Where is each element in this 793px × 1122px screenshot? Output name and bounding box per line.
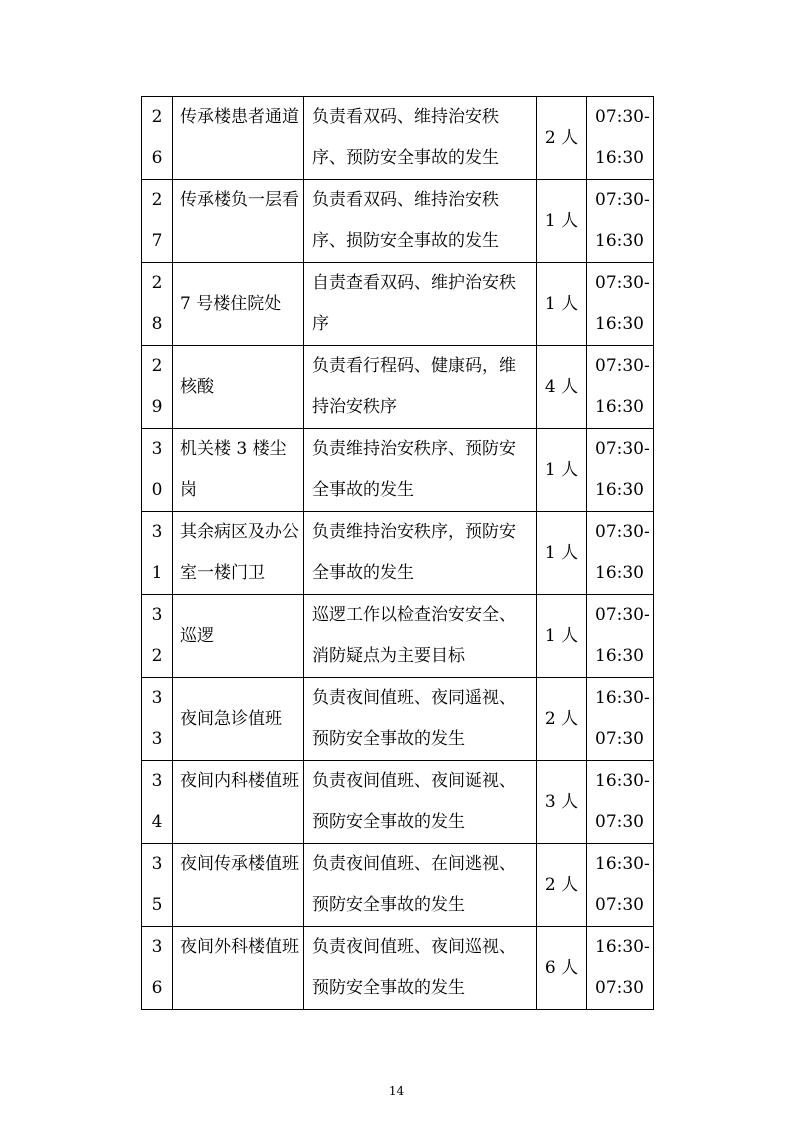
- location-cell: 其余病区及办公室一楼门卫: [173, 512, 304, 595]
- table-row: [142, 180, 654, 263]
- location-cell: 传承楼患者通道: [173, 97, 304, 180]
- table-row: [142, 97, 654, 180]
- table-row: [142, 512, 654, 595]
- time-cell: 16:30- 07:30: [587, 844, 654, 927]
- table-row: [142, 844, 654, 927]
- count-cell: 3 人: [537, 761, 587, 844]
- count-cell: 4 人: [537, 346, 587, 429]
- time-cell: 07:30- 16:30: [587, 97, 654, 180]
- count-cell: 1 人: [537, 263, 587, 346]
- table-row: [142, 429, 654, 512]
- duty-cell: 负责维持治安秩序，预防安全事故的发生: [304, 512, 537, 595]
- location-cell: 7 号楼住院处: [173, 263, 304, 346]
- table-row: [142, 595, 654, 678]
- row-number: 2 7: [142, 180, 173, 263]
- duty-cell: 负责夜间值班、夜同遥视、预防安全事故的发生: [304, 678, 537, 761]
- count-cell: 1 人: [537, 512, 587, 595]
- table-row: [142, 761, 654, 844]
- duty-cell: 巡逻工作以检查治安安全、消防疑点为主要目标: [304, 595, 537, 678]
- row-number: 3 2: [142, 595, 173, 678]
- row-number: 2 8: [142, 263, 173, 346]
- location-cell: 夜间急诊值班: [173, 678, 304, 761]
- count-cell: 1 人: [537, 429, 587, 512]
- row-number: 2 6: [142, 97, 173, 180]
- time-cell: 07:30- 16:30: [587, 180, 654, 263]
- location-cell: 核酸: [173, 346, 304, 429]
- count-cell: 2 人: [537, 678, 587, 761]
- location-cell: 巡逻: [173, 595, 304, 678]
- location-cell: 机关楼 3 楼尘岗: [173, 429, 304, 512]
- table-row: [142, 346, 654, 429]
- location-cell: 传承楼负一层看: [173, 180, 304, 263]
- row-number: 3 1: [142, 512, 173, 595]
- location-cell: 夜间传承楼值班: [173, 844, 304, 927]
- duty-cell: 负责看行程码、健康码，维持治安秩序: [304, 346, 537, 429]
- row-number: 2 9: [142, 346, 173, 429]
- table-row: [142, 263, 654, 346]
- duty-cell: 自责查看双码、维护治安秩序: [304, 263, 537, 346]
- row-number: 3 4: [142, 761, 173, 844]
- time-cell: 16:30- 07:30: [587, 927, 654, 1010]
- location-cell: 夜间内科楼值班: [173, 761, 304, 844]
- time-cell: 07:30- 16:30: [587, 263, 654, 346]
- count-cell: 2 人: [537, 97, 587, 180]
- row-number: 3 5: [142, 844, 173, 927]
- table-row: [142, 678, 654, 761]
- duty-cell: 负责看双码、维持治安秩序、预防安全事故的发生: [304, 97, 537, 180]
- time-cell: 07:30- 16:30: [587, 512, 654, 595]
- time-cell: 07:30- 16:30: [587, 595, 654, 678]
- location-cell: 夜间外科楼值班: [173, 927, 304, 1010]
- duty-cell: 负责夜间值班、夜间巡视、预防安全事故的发生: [304, 927, 537, 1010]
- row-number: 3 6: [142, 927, 173, 1010]
- row-number: 3 0: [142, 429, 173, 512]
- count-cell: 1 人: [537, 595, 587, 678]
- duty-cell: 负责维持治安秩序、预防安全事故的发生: [304, 429, 537, 512]
- duty-cell: 负责夜间值班、在间逃视、预防安全事故的发生: [304, 844, 537, 927]
- duty-cell: 负责夜间值班、夜间诞视、预防安全事故的发生: [304, 761, 537, 844]
- page-number: 14: [388, 1084, 405, 1098]
- count-cell: 6 人: [537, 927, 587, 1010]
- time-cell: 16:30- 07:30: [587, 761, 654, 844]
- table-row: [142, 927, 654, 1010]
- time-cell: 07:30- 16:30: [587, 429, 654, 512]
- count-cell: 2 人: [537, 844, 587, 927]
- duty-table: [141, 96, 654, 1010]
- time-cell: 16:30- 07:30: [587, 678, 654, 761]
- duty-cell: 负责看双码、维持治安秩序、损防安全事故的发生: [304, 180, 537, 263]
- time-cell: 07:30- 16:30: [587, 346, 654, 429]
- row-number: 3 3: [142, 678, 173, 761]
- count-cell: 1 人: [537, 180, 587, 263]
